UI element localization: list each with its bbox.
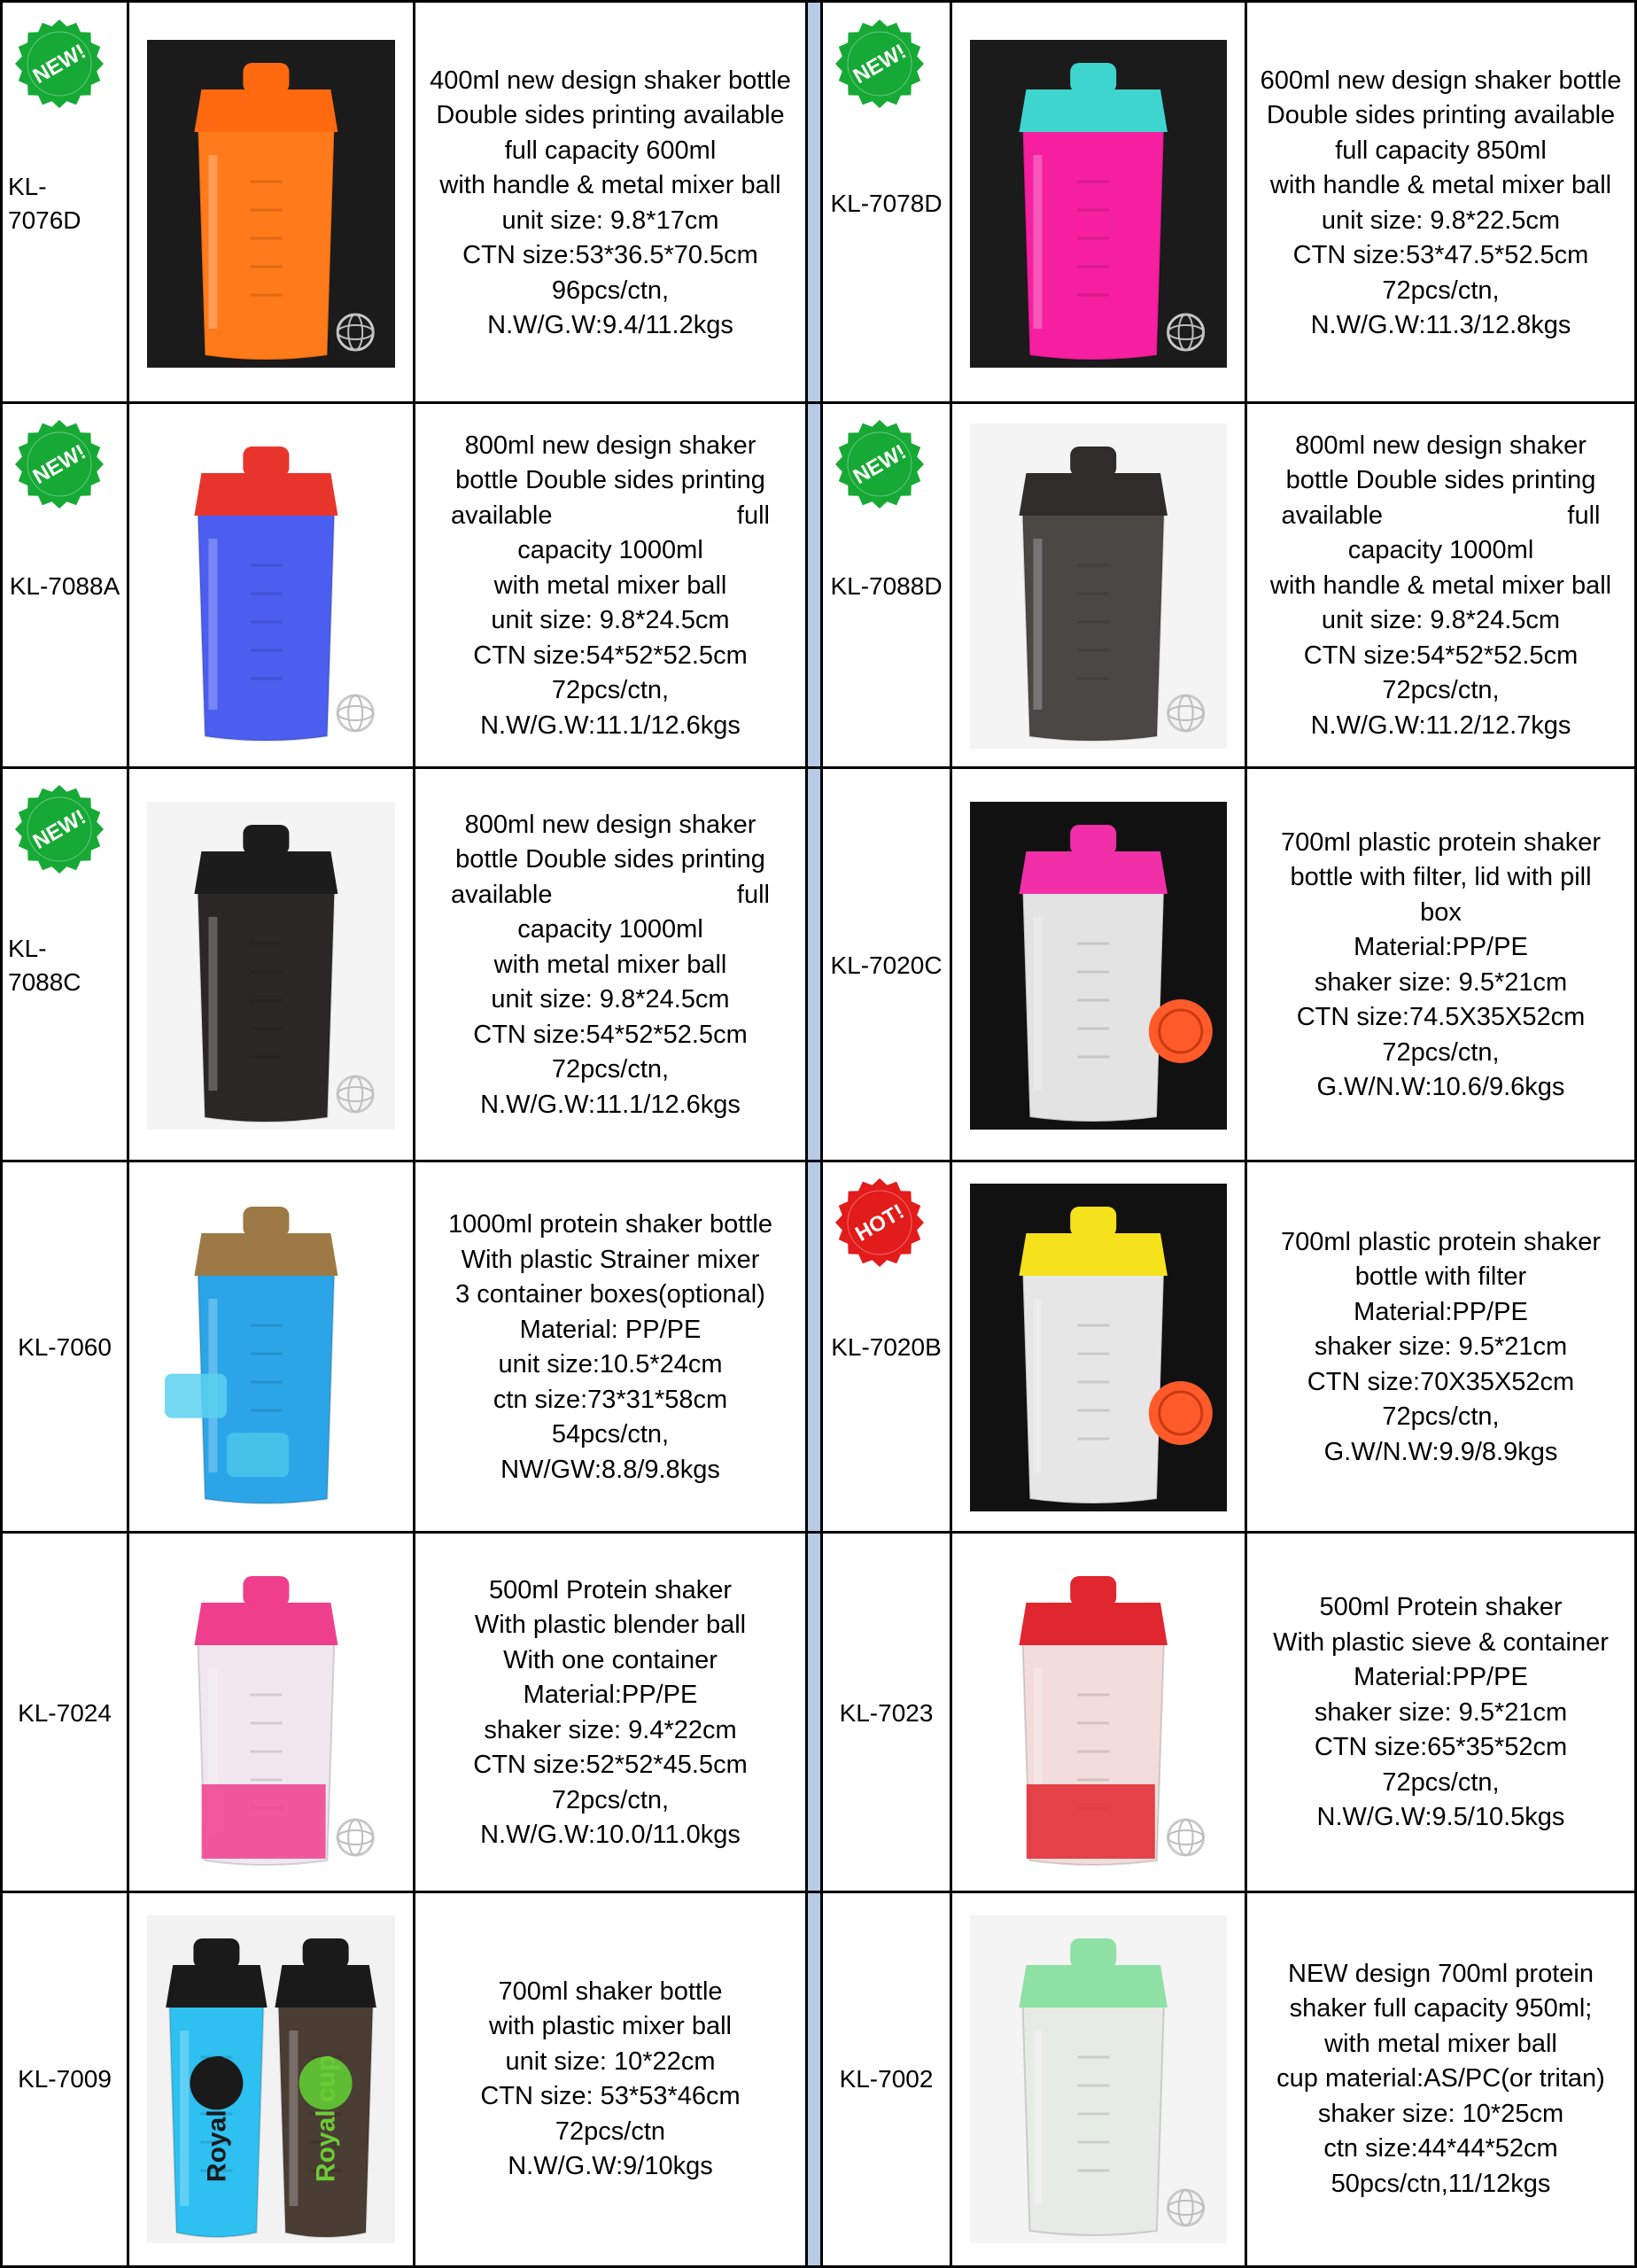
new-badge-icon <box>835 420 924 509</box>
row-line <box>3 766 1634 769</box>
description-line: Double sides printing available <box>1266 101 1616 129</box>
description-line: N.W/G.W:10.0/11.0kgs <box>480 1821 741 1849</box>
description-line: CTN size:52*52*45.5cm <box>473 1751 748 1779</box>
description-line: bottle with filter, lid with pill <box>1290 863 1592 891</box>
product-description <box>415 1535 805 1891</box>
description-line: 72pcs/ctn, <box>1382 1402 1500 1432</box>
description-line: 800ml new design shaker <box>464 810 756 839</box>
description-line: 500ml Protein shaker <box>1319 1593 1563 1622</box>
description-line: 800ml new design shaker <box>464 431 756 460</box>
description-line: Material:PP/PE <box>1354 1297 1528 1326</box>
column-line <box>950 3 952 2265</box>
description-line: 700ml plastic protein shaker <box>1280 1227 1602 1256</box>
product-code-text: KL-7023 <box>839 1698 934 1727</box>
description-line: unit size: 10*22cm <box>505 2047 716 2076</box>
product-code-text: KL-7002 <box>839 2065 934 2093</box>
description-line: 72pcs/ctn, <box>551 1055 670 1084</box>
grey-shaker-bottle-photo <box>970 423 1227 749</box>
badge-label: NEW! <box>28 439 90 490</box>
pink-clear-shaker-photo <box>147 1553 395 1873</box>
description-line: G.W/N.W:9.9/8.9kgs <box>1323 1437 1558 1466</box>
description-word: full <box>736 501 770 530</box>
description-line: 600ml new design shaker bottle <box>1260 66 1622 95</box>
description-line: shaker size: 9.5*21cm <box>1314 967 1568 997</box>
description-word: available <box>1281 501 1383 530</box>
description-line: CTN size:53*36.5*70.5cm <box>462 241 758 269</box>
description-line: G.W/N.W:10.6/9.6kgs <box>1316 1073 1565 1101</box>
description-line: N.W/G.W:11.2/12.7kgs <box>1310 711 1571 740</box>
product-code <box>823 1535 950 1891</box>
description-line: 50pcs/ctn,11/12kgs <box>1331 2169 1551 2198</box>
description-line: unit size: 9.8*17cm <box>501 206 719 235</box>
product-description <box>415 406 805 766</box>
description-line: N.W/G.W:11.1/12.6kgs <box>480 711 741 740</box>
description-line: ctn size:73*31*58cm <box>493 1385 728 1414</box>
black-shaker-bottle-photo <box>147 802 395 1130</box>
product-code-text: KL-7088A <box>9 571 120 600</box>
clear-shaker-yellow-lid-photo <box>970 1184 1227 1511</box>
description-line: CTN size:54*52*52.5cm <box>473 641 748 670</box>
description-word: full <box>736 880 770 909</box>
description-line: 1000ml protein shaker bottle <box>448 1210 772 1239</box>
badge-label: NEW! <box>28 39 90 89</box>
product-description <box>415 1164 805 1531</box>
description-line: Material: PP/PE <box>519 1315 702 1344</box>
product-code-text: KL-7060 <box>18 1333 112 1361</box>
description-line: 72pcs/ctn <box>555 2117 666 2146</box>
description-line: with handle & metal mixer ball <box>439 171 781 199</box>
mint-green-shaker-photo <box>970 1915 1227 2243</box>
product-code-text: KL- 7076D <box>8 172 81 234</box>
description-line: with handle & metal mixer ball <box>1269 171 1612 199</box>
description-line: 72pcs/ctn, <box>1382 1037 1500 1067</box>
product-code-text: KL-7088D <box>830 571 943 600</box>
new-badge-icon <box>835 19 924 108</box>
description-line: unit size: 9.8*24.5cm <box>491 985 730 1014</box>
description-line: unit size:10.5*24cm <box>498 1350 723 1379</box>
description-line: bottle Double sides printing <box>1285 466 1596 495</box>
product-code-text: KL-7009 <box>18 2065 112 2093</box>
description-line: CTN size:53*47.5*52.5cm <box>1292 241 1589 269</box>
column-line <box>805 3 808 2265</box>
description-line: 400ml new design shaker bottle <box>430 66 791 95</box>
description-line: 500ml Protein shaker <box>488 1575 733 1604</box>
clear-shaker-pink-lid-photo <box>970 802 1227 1130</box>
product-description <box>1247 406 1634 766</box>
description-line: With plastic sieve & container <box>1273 1627 1609 1657</box>
description-line <box>451 499 770 534</box>
row-line <box>3 1160 1634 1162</box>
description-line: shaker size: 10*25cm <box>1317 2099 1564 2128</box>
description-line: 72pcs/ctn, <box>1382 1767 1500 1797</box>
description-line: Material:PP/PE <box>1354 933 1528 961</box>
product-description <box>415 771 805 1160</box>
product-code-text: KL- 7088C <box>8 934 81 996</box>
new-badge-icon <box>15 420 104 509</box>
description-word: available <box>451 880 553 909</box>
blue-shaker-bottle-photo <box>147 423 395 749</box>
description-line: capacity 1000ml <box>1347 536 1534 565</box>
description-line: full capacity 850ml <box>1335 136 1547 165</box>
description-line: Material:PP/PE <box>523 1681 698 1709</box>
description-line: Double sides printing available <box>436 101 785 129</box>
description-line: 72pcs/ctn, <box>1382 676 1500 705</box>
product-description <box>415 5 805 401</box>
row-line <box>3 401 1634 404</box>
product-code <box>3 1895 127 2264</box>
product-code <box>3 1164 127 1531</box>
row-line <box>3 1531 1634 1534</box>
description-line: shaker size: 9.5*21cm <box>1314 1332 1568 1362</box>
product-code-text: KL-7020C <box>830 951 943 979</box>
description-line: N.W/G.W:11.3/12.8kgs <box>1310 311 1571 339</box>
description-word: full <box>1567 501 1601 530</box>
description-line: 800ml new design shaker <box>1295 431 1587 460</box>
product-code <box>3 1535 127 1891</box>
description-line: with metal mixer ball <box>493 571 727 600</box>
description-line: With plastic blender ball <box>474 1611 747 1639</box>
new-badge-icon <box>15 785 104 874</box>
description-line: Material:PP/PE <box>1354 1663 1528 1692</box>
pink-shaker-bottle-photo <box>970 40 1227 368</box>
description-line: with metal mixer ball <box>1324 2029 1557 2058</box>
description-line: shaker size: 9.4*22cm <box>484 1715 737 1744</box>
orange-shaker-bottle-photo <box>147 40 395 368</box>
description-line: 72pcs/ctn, <box>1382 276 1500 305</box>
description-line: CTN size:74.5X35X52cm <box>1296 1003 1586 1031</box>
description-line: N.W/G.W:9.4/11.2kgs <box>487 311 733 339</box>
product-code <box>823 771 950 1160</box>
description-line: N.W/G.W:9/10kgs <box>508 2152 713 2180</box>
description-line: 700ml shaker bottle <box>498 1977 723 2006</box>
description-line <box>1282 499 1601 534</box>
product-description <box>1247 1164 1634 1531</box>
product-code <box>823 1895 950 2264</box>
description-line: capacity 1000ml <box>517 536 703 565</box>
description-line: CTN size:70X35X52cm <box>1307 1367 1575 1396</box>
description-line: unit size: 9.8*24.5cm <box>491 606 730 635</box>
description-line: capacity 1000ml <box>517 915 703 944</box>
description-line: unit size: 9.8*24.5cm <box>1321 606 1561 635</box>
description-line: 96pcs/ctn, <box>551 276 670 305</box>
column-line <box>127 3 129 2265</box>
description-line: CTN size:54*52*52.5cm <box>473 1020 748 1049</box>
description-line: NW/GW:8.8/9.8kgs <box>500 1455 720 1484</box>
royal-cup-logo-text: Royal cup <box>311 2054 341 2183</box>
hot-badge-icon <box>835 1178 924 1267</box>
new-badge-icon <box>15 19 104 108</box>
product-description <box>1247 771 1634 1160</box>
badge-label: NEW! <box>849 39 911 89</box>
description-line: bottle with filter <box>1354 1262 1527 1292</box>
description-line: 54pcs/ctn, <box>551 1420 670 1449</box>
royal-cup-shakers-photo <box>147 1915 395 2243</box>
description-line: with plastic mixer ball <box>489 2012 732 2040</box>
product-code-text: KL-7078D <box>830 189 943 217</box>
product-description <box>1247 1895 1634 2264</box>
description-line <box>451 878 770 913</box>
product-description <box>415 1895 805 2264</box>
description-line: unit size: 9.8*22.5cm <box>1321 206 1561 235</box>
description-line: box <box>1420 897 1462 927</box>
description-line: 3 container boxes(optional) <box>455 1280 765 1309</box>
description-line: with handle & metal mixer ball <box>1269 571 1612 600</box>
royal-cup-logo-text: Royal cup <box>202 2054 232 2183</box>
description-line: 72pcs/ctn, <box>551 676 670 705</box>
description-line: shaker full capacity 950ml; <box>1289 1994 1593 2023</box>
description-line: CTN size: 53*53*46cm <box>480 2082 741 2110</box>
description-line: ctn size:44*44*52cm <box>1323 2134 1558 2163</box>
description-line: cup material:AS/PC(or tritan) <box>1276 2064 1605 2093</box>
description-line: 700ml plastic protein shaker <box>1280 827 1602 857</box>
badge-label: HOT! <box>851 1200 909 1247</box>
badge-label: NEW! <box>28 804 90 855</box>
description-line: With one container <box>503 1645 718 1674</box>
red-clear-shaker-photo <box>970 1553 1227 1873</box>
product-code-text: KL-7020B <box>831 1333 942 1361</box>
product-description <box>1247 1535 1634 1891</box>
description-line: full capacity 600ml <box>504 136 717 165</box>
description-line: N.W/G.W:9.5/10.5kgs <box>1316 1803 1565 1832</box>
product-code-text: KL-7024 <box>18 1698 112 1727</box>
description-line: N.W/G.W:11.1/12.6kgs <box>480 1090 741 1119</box>
description-line: shaker size: 9.5*21cm <box>1314 1697 1568 1727</box>
product-description <box>1247 5 1634 401</box>
description-line: bottle Double sides printing <box>455 466 765 495</box>
description-line: bottle Double sides printing <box>455 845 765 874</box>
description-word: available <box>451 501 553 530</box>
row-line <box>3 1891 1634 1893</box>
description-line: with metal mixer ball <box>493 950 727 979</box>
description-line: NEW design 700ml protein <box>1288 1959 1594 1988</box>
description-line: CTN size:65*35*52cm <box>1314 1733 1568 1762</box>
description-line: CTN size:54*52*52.5cm <box>1303 641 1579 670</box>
description-line: With plastic Strainer mixer <box>461 1245 760 1274</box>
badge-label: NEW! <box>849 439 911 490</box>
sky-blue-shaker-gold-lid-photo <box>147 1184 395 1511</box>
description-line: 72pcs/ctn, <box>551 1785 670 1814</box>
